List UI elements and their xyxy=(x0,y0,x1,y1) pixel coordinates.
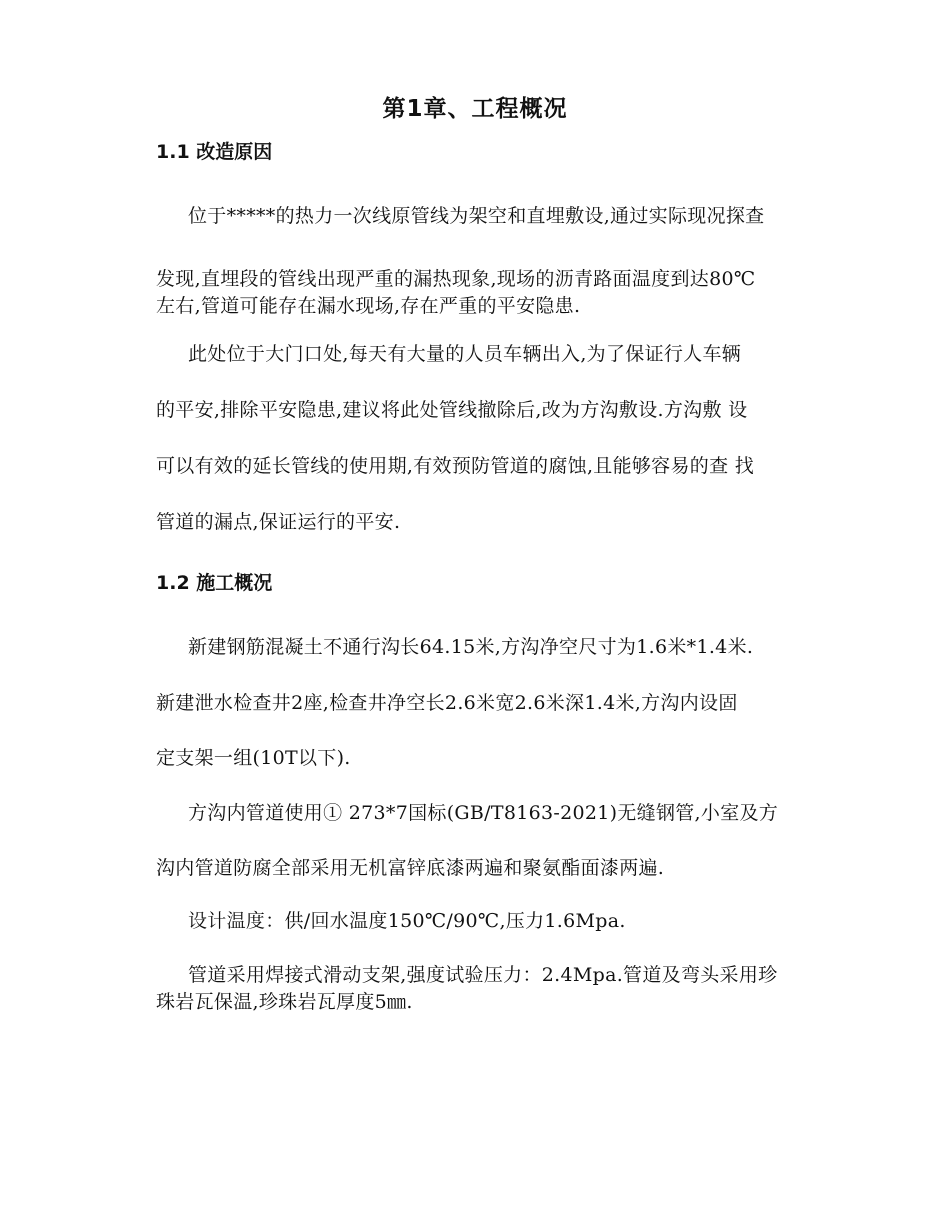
paragraph-line: 设计温度：供/回水温度150℃/90℃,压力1.6Mpa. xyxy=(188,910,626,932)
paragraph-line: 此处位于大门口处,每天有大量的人员车辆出入,为了保证行人车辆 xyxy=(188,343,742,365)
paragraph-line: 定支架一组(10T以下). xyxy=(156,747,351,769)
paragraph-line: 的平安,排除平安隐患,建议将此处管线撤除后,改为方沟敷设.方沟敷 设 xyxy=(156,399,748,421)
paragraph-line: 发现,直埋段的管线出现严重的漏热现象,现场的沥青路面温度到达80℃ xyxy=(156,268,756,290)
paragraph-line: 沟内管道防腐全部采用无机富锌底漆两遍和聚氨酯面漆两遍. xyxy=(156,857,665,879)
paragraph-line: 新建钢筋混凝土不通行沟长64.15米,方沟净空尺寸为1.6米*1.4米. xyxy=(188,636,754,658)
paragraph-line: 珠岩瓦保温,珍珠岩瓦厚度5㎜. xyxy=(156,991,413,1013)
chapter-title: 第1章、工程概况 xyxy=(382,96,568,122)
paragraph-line: 位于*****的热力一次线原管线为架空和直埋敷设,通过实际现况探查 xyxy=(188,205,765,227)
paragraph-line: 管道的漏点,保证运行的平安. xyxy=(156,511,401,533)
section-heading-1-1: 1.1 改造原因 xyxy=(156,141,273,163)
paragraph-line: 新建泄水检查井2座,检查井净空长2.6米宽2.6米深1.4米,方沟内设固 xyxy=(156,692,738,714)
paragraph-line: 管道采用焊接式滑动支架,强度试验压力：2.4Mpa.管道及弯头采用珍 xyxy=(188,964,778,986)
section-heading-1-2: 1.2 施工概况 xyxy=(156,572,273,594)
paragraph-line: 可以有效的延长管线的使用期,有效预防管道的腐蚀,且能够容易的查 找 xyxy=(156,455,755,477)
paragraph-line: 方沟内管道使用① 273*7国标(GB/T8163-2021)无缝钢管,小室及方 xyxy=(188,802,779,824)
paragraph-line: 左右,管道可能存在漏水现场,存在严重的平安隐患. xyxy=(156,295,581,317)
